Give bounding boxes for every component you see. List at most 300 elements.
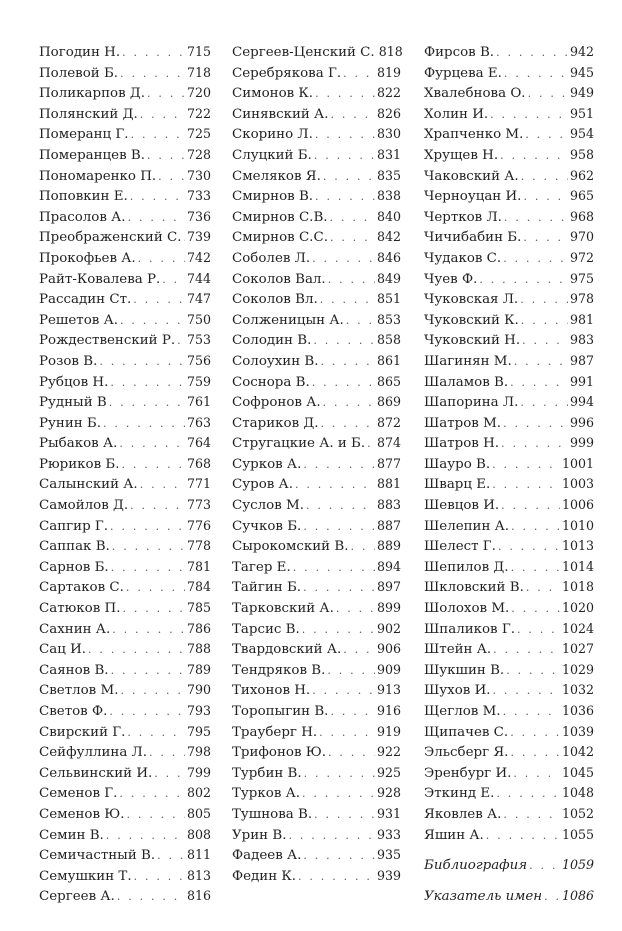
entry-name: Яшин А. [424,827,484,843]
toc-entry[interactable] [232,866,401,887]
toc-entry[interactable] [39,557,211,578]
entry-name: Солоухин В. [232,353,319,369]
entry-page: 776 [186,517,211,533]
dot-leader [120,64,185,85]
toc-entry[interactable] [232,63,401,84]
entry-page: 949 [569,85,594,101]
toc-entry[interactable] [424,825,594,846]
entry-page: 773 [186,497,211,513]
toc-entry[interactable] [232,660,401,681]
entry-name: Чудаков С. [424,250,502,266]
entry-name: Шварц Е. [424,477,491,493]
entry-name: Скорино Л. [232,127,313,143]
toc-entry[interactable] [232,104,401,125]
toc-entry[interactable] [424,763,594,784]
entry-name: Поповкин Е. [39,189,128,205]
entry-name: Соколов Вал. [232,271,326,287]
entry-name: Сельвинский И. [39,765,153,781]
toc-entry[interactable] [39,886,211,907]
dot-leader [122,455,185,476]
toc-entry[interactable] [232,269,401,290]
dot-leader [492,455,560,476]
entry-page: 861 [376,352,401,368]
toc-entry[interactable] [39,269,211,290]
dot-leader [346,311,375,332]
entry-name: Светлов М. [39,683,119,699]
toc-entry[interactable] [232,619,401,640]
entry-name: Померанц Г. [39,127,129,143]
dot-leader [510,743,559,764]
dot-leader [514,352,568,373]
dot-leader [479,270,568,291]
toc-entry[interactable] [39,124,211,145]
entry-name: Салынский А. [39,477,138,493]
entry-name: Саппак В. [39,539,110,555]
entry-page: 874 [376,435,401,451]
dot-leader [126,578,185,599]
toc-entry[interactable] [232,804,401,825]
entry-page: 1042 [561,744,594,760]
entry-page: 849 [376,270,401,286]
toc-entry[interactable] [39,372,211,393]
toc-entry[interactable] [424,145,594,166]
entry-name: Сырокомский В. [232,539,349,555]
toc-entry[interactable] [232,248,401,269]
toc-section-entry[interactable] [424,886,594,907]
toc-entry[interactable] [39,227,211,248]
toc-entry[interactable] [39,825,211,846]
dot-leader [503,702,560,723]
entry-name: Шолохов М. [424,601,510,617]
dot-leader [158,167,185,188]
toc-entry[interactable] [39,310,211,331]
dot-leader [513,764,560,785]
dot-leader [321,414,375,435]
entry-name: Указатель имен [424,888,543,904]
toc-entry[interactable] [424,63,594,84]
dot-leader [321,352,375,373]
entry-page: 916 [376,703,401,718]
toc-column-1 [39,42,211,907]
entry-page: 720 [186,85,211,101]
entry-page: 994 [569,394,594,410]
toc-entry[interactable] [39,330,211,351]
toc-entry[interactable] [232,783,401,804]
entry-page: 999 [569,435,594,451]
dot-leader [288,826,375,847]
toc-entry[interactable] [232,577,401,598]
entry-page: 1014 [561,558,594,574]
toc-entry[interactable] [39,619,211,640]
dot-leader [303,846,375,867]
entry-name: Прасолов А. [39,209,126,225]
toc-entry[interactable] [232,433,401,454]
toc-entry[interactable] [39,763,211,784]
entry-name: Щипачев С. [424,724,509,740]
dot-leader [298,867,375,888]
entry-page: 978 [569,291,594,307]
toc-entry[interactable] [39,680,211,701]
dot-leader [315,125,375,146]
dot-leader [106,826,185,847]
toc-entry[interactable] [39,413,211,434]
toc-entry[interactable] [232,516,401,537]
entry-page: 887 [376,517,401,533]
entry-page: 759 [186,373,211,389]
entry-page: 965 [569,188,594,204]
dot-leader [330,228,375,249]
entry-name: Семушкин Т. [39,868,132,884]
toc-entry[interactable] [39,742,211,763]
toc-entry[interactable] [232,495,401,516]
toc-entry[interactable] [39,722,211,743]
toc-column-2 [232,42,401,886]
entry-name: Чертков Л. [424,209,502,225]
dot-leader [529,856,560,877]
entry-name: Сергеев-Ценский С. [232,45,375,60]
spacer [424,876,594,886]
toc-entry[interactable] [39,783,211,804]
entry-name: Солженицын А. [232,312,344,328]
toc-entry[interactable] [424,639,594,660]
toc-entry[interactable] [232,227,401,248]
dot-leader [149,743,185,764]
entry-page: 753 [186,332,211,348]
entry-page: 784 [186,579,211,595]
entry-page: 889 [376,538,401,554]
dot-leader [117,887,185,908]
dot-leader [511,599,560,620]
entry-name: Яковлев А. [424,806,502,822]
toc-entry[interactable] [424,598,594,619]
toc-entry[interactable] [424,104,594,125]
entry-page: 725 [186,126,211,142]
entry-page: 786 [186,620,211,636]
entry-name: Семичастный В. [39,848,156,864]
dot-leader [323,167,375,188]
entry-page: 958 [569,146,594,162]
entry-page: 968 [569,208,594,224]
dot-leader [522,331,568,352]
toc-entry[interactable] [232,722,401,743]
entry-page: 1029 [561,661,594,677]
entry-page: 909 [376,661,401,677]
entry-page: 872 [376,414,401,430]
entry-page: 883 [376,497,401,513]
toc-entry[interactable] [39,63,211,84]
entry-page: 897 [376,579,401,595]
toc-entry[interactable] [39,577,211,598]
entry-page: 881 [376,476,401,492]
toc-entry[interactable] [232,372,401,393]
entry-name: Турков А. [232,786,301,802]
toc-entry[interactable] [39,42,211,63]
toc-entry[interactable] [424,42,594,63]
entry-name: Федин К. [232,868,297,884]
entry-name: Слуцкий Б. [232,147,312,163]
entry-name: Смирнов С.С. [232,230,328,246]
dot-leader [506,661,560,682]
dot-leader [511,558,560,579]
toc-entry[interactable] [232,763,401,784]
entry-name: Сейфуллина Л. [39,745,147,761]
toc-entry[interactable] [424,454,594,475]
dot-leader [315,84,375,105]
entry-page: 826 [376,105,401,121]
toc-entry[interactable] [39,289,211,310]
dot-leader [526,578,560,599]
entry-name: Эренбург И. [424,765,512,781]
toc-entry[interactable] [232,845,401,866]
entry-name: Шапорина Л. [424,395,519,411]
dot-leader [500,146,568,167]
toc-entry[interactable] [424,248,594,269]
toc-entry[interactable] [424,289,594,310]
toc-entry[interactable] [232,413,401,434]
toc-entry[interactable] [232,83,401,104]
entry-name: Саянов В. [39,662,109,678]
toc-entry[interactable] [232,145,401,166]
toc-entry[interactable] [39,845,211,866]
entry-name: Холин И. [424,106,489,122]
toc-entry[interactable] [39,83,211,104]
dot-leader [501,496,560,517]
dot-leader [122,43,185,64]
toc-entry[interactable] [232,598,401,619]
toc-entry[interactable] [424,330,594,351]
toc-entry[interactable] [39,660,211,681]
toc-entry[interactable] [39,495,211,516]
dot-leader [130,187,185,208]
toc-entry[interactable] [39,248,211,269]
dot-leader [120,311,185,332]
entry-name: Тарковский А. [232,601,334,617]
toc-entry[interactable] [424,310,594,331]
toc-entry[interactable] [232,351,401,372]
entry-name: Тендряков В. [232,662,326,678]
toc-entry[interactable] [424,207,594,228]
dot-leader [493,681,560,702]
dot-leader [511,517,560,538]
toc-entry[interactable] [232,557,401,578]
toc-entry[interactable] [39,598,211,619]
toc-entry[interactable] [424,433,594,454]
toc-entry[interactable] [232,639,401,660]
entry-name: Светов Ф. [39,704,108,719]
toc-entry[interactable] [39,207,211,228]
toc-entry[interactable] [39,701,211,722]
entry-page: 761 [186,394,211,410]
dot-leader [162,270,185,291]
toc-entry[interactable] [424,783,594,804]
dot-leader [110,373,185,394]
toc-entry[interactable] [424,577,594,598]
dot-leader [336,599,375,620]
toc-entry[interactable] [39,186,211,207]
toc-entry[interactable] [39,166,211,187]
dot-leader [496,43,568,64]
toc-entry[interactable] [39,104,211,125]
toc-entry[interactable] [424,701,594,722]
entry-page: 763 [186,414,211,430]
toc-entry[interactable] [232,474,401,495]
entry-name: Сапгир Г. [39,518,109,534]
entry-name: Соснора В. [232,374,310,390]
entry-name: Торопыгин В. [232,704,329,719]
entry-page: 818 [378,44,403,59]
entry-page: 1006 [561,497,594,513]
entry-name: Черноуцан И. [424,189,522,205]
entry-page: 750 [186,311,211,327]
entry-page: 722 [186,105,211,121]
toc-entry[interactable] [39,351,211,372]
toc-entry[interactable] [39,145,211,166]
dot-leader [517,620,560,641]
entry-name: Трифонов Ю. [232,745,326,761]
entry-name: Турбин В. [232,765,302,781]
dot-leader [492,475,560,496]
toc-entry[interactable] [232,124,401,145]
toc-entry[interactable] [232,207,401,228]
toc-entry[interactable] [232,42,401,63]
entry-name: Семенов Г. [39,786,118,802]
entry-page: 1027 [561,641,594,657]
entry-page: 954 [569,126,594,142]
dot-leader [112,537,185,558]
entry-name: Смеляков Я. [232,168,321,184]
toc-entry[interactable] [232,330,401,351]
entry-page: 742 [186,249,211,265]
toc-entry[interactable] [424,124,594,145]
toc-section-entry[interactable] [424,855,594,876]
entry-page: 778 [186,538,211,554]
toc-entry[interactable] [232,536,401,557]
toc-entry[interactable] [232,186,401,207]
toc-entry[interactable] [39,454,211,475]
toc-entry[interactable] [232,392,401,413]
toc-entry[interactable] [424,804,594,825]
toc-entry[interactable] [232,166,401,187]
entry-name: Полянский Д. [39,106,138,122]
entry-page: 996 [569,414,594,430]
toc-entry[interactable] [39,804,211,825]
toc-entry[interactable] [424,392,594,413]
toc-entry[interactable] [424,742,594,763]
entry-page: 899 [376,600,401,616]
entry-name: Погодин Н. [39,45,121,60]
dot-leader [493,640,560,661]
entry-name: Чаковский А. [424,168,519,184]
entry-page: 1003 [561,476,594,492]
toc-entry[interactable] [424,83,594,104]
toc-entry[interactable] [424,186,594,207]
toc-entry[interactable] [424,351,594,372]
toc-entry[interactable] [39,433,211,454]
toc-entry[interactable] [232,680,401,701]
toc-entry[interactable] [232,701,401,722]
toc-entry[interactable] [424,166,594,187]
dot-leader [177,331,185,352]
toc-entry[interactable] [232,825,401,846]
toc-entry[interactable] [39,639,211,660]
toc-entry[interactable] [424,516,594,537]
toc-entry[interactable] [232,742,401,763]
toc-entry[interactable] [424,269,594,290]
toc-entry[interactable] [424,619,594,640]
entry-name: Фирсов В. [424,45,495,60]
entry-page: 925 [376,764,401,780]
entry-name: Синявский А. [232,106,329,122]
dot-leader [510,723,560,744]
dot-leader [302,784,375,805]
entry-page: 894 [376,558,401,574]
toc-entry[interactable] [232,310,401,331]
toc-entry[interactable] [424,227,594,248]
dot-leader [88,640,185,661]
entry-page: 928 [376,785,401,801]
dot-leader [312,681,375,702]
toc-entry[interactable] [424,413,594,434]
entry-page: 942 [569,44,594,59]
toc-entry[interactable] [424,495,594,516]
toc-entry[interactable] [39,474,211,495]
entry-page: 811 [186,847,211,863]
toc-entry[interactable] [39,536,211,557]
dot-leader [498,537,560,558]
entry-page: 799 [186,764,211,780]
toc-entry[interactable] [424,536,594,557]
entry-name: Сац И. [39,642,87,658]
toc-entry[interactable] [39,516,211,537]
entry-name: Симонов К. [232,86,314,102]
entry-name: Фадеев А. [232,848,302,864]
entry-page: 970 [569,229,594,245]
dot-leader [184,228,185,249]
toc-entry[interactable] [424,722,594,743]
entry-page: 813 [186,867,211,883]
entry-page: 781 [186,558,211,574]
entry-name: Смирнов В. [232,189,314,205]
toc-entry[interactable] [39,392,211,413]
entry-page: 1052 [561,805,594,821]
toc-entry[interactable] [424,474,594,495]
toc-entry[interactable] [424,680,594,701]
toc-entry[interactable] [232,289,401,310]
entry-name: Эткинд Е. [424,786,495,802]
entry-name: Преображенский С. [39,230,182,246]
toc-entry[interactable] [424,660,594,681]
toc-entry[interactable] [232,454,401,475]
entry-name: Храпченко М. [424,127,524,143]
toc-entry[interactable] [39,866,211,887]
toc-entry[interactable] [424,372,594,393]
dot-leader [504,64,568,85]
dot-leader [147,146,185,167]
entry-page: 764 [186,435,211,451]
entry-page: 718 [186,64,211,80]
entry-name: Эльсберг Я. [424,745,509,761]
entry-name: Серебрякова Г. [232,65,342,81]
entry-name: Соколов Вл. [232,292,318,308]
dot-leader [496,784,560,805]
entry-page: 913 [376,682,401,698]
dot-leader [520,393,568,414]
dot-leader [320,290,375,311]
toc-entry[interactable] [424,557,594,578]
dot-leader [504,208,568,229]
entry-name: Решетов А. [39,312,118,328]
entry-name: Чичибабин Б. [424,230,522,246]
